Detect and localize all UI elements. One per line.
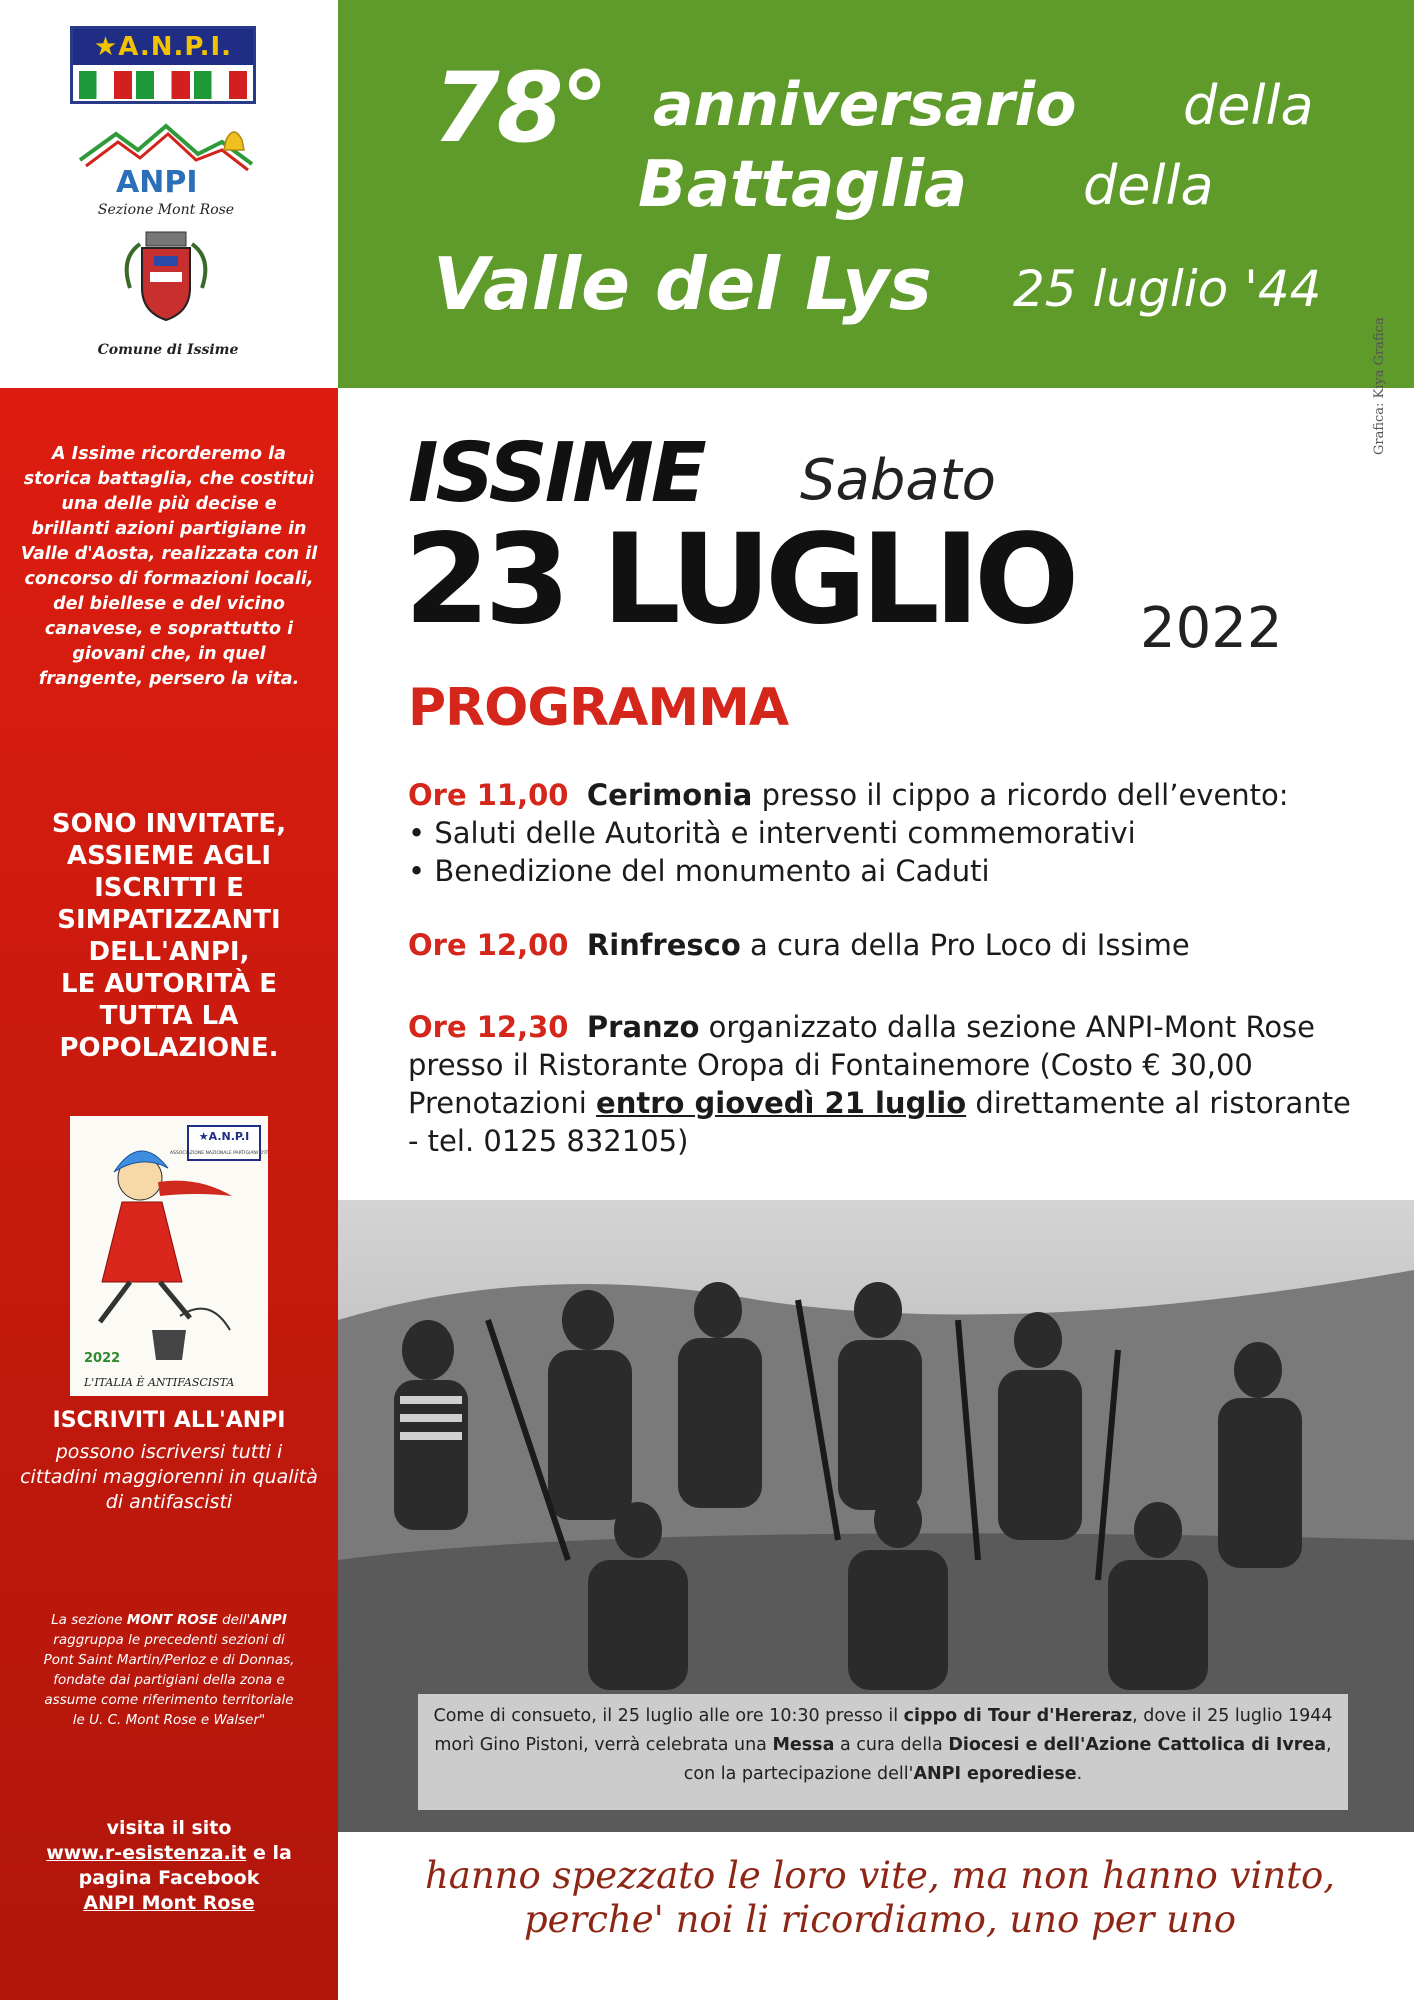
anniversary-number: 78° bbox=[433, 52, 606, 164]
quote-line: perche' noi li ricordiamo, uno per uno bbox=[523, 1898, 1237, 1941]
mass-text: , con la partecipazione dell' bbox=[683, 1735, 1332, 1784]
booking-deadline: entro giovedì 21 luglio bbox=[596, 1086, 967, 1120]
anniversary-word: anniversario bbox=[653, 70, 1077, 140]
della-word-1: della bbox=[1183, 74, 1314, 137]
card-logo-text: ★A.N.P.I bbox=[198, 1130, 250, 1143]
iscriviti-title: ISCRIVITI ALL'ANPI bbox=[52, 1408, 286, 1433]
anniversary-header bbox=[338, 0, 1414, 388]
mass-bold: ANPI eporediese bbox=[913, 1764, 1077, 1784]
anpi-flag-stripes bbox=[79, 71, 247, 99]
mass-text: . bbox=[1076, 1764, 1083, 1784]
card-logo-subtitle: ASSOCIAZIONE NAZIONALE PARTIGIANI D'ITALIA bbox=[170, 1151, 268, 1156]
invite-line: ASSIEME AGLI bbox=[66, 841, 272, 871]
card-year: 2022 bbox=[84, 1351, 121, 1366]
quote-line: hanno spezzato le loro vite, ma non hanno vinto, bbox=[424, 1854, 1336, 1897]
program-item-lunch bbox=[408, 1008, 1358, 1160]
mass-bold: cippo di Tour d'Hereraz bbox=[903, 1706, 1133, 1726]
mass-bold: Messa bbox=[772, 1735, 835, 1755]
invite-line: LE AUTORITÀ E bbox=[61, 969, 277, 999]
membership-card bbox=[70, 1116, 268, 1396]
program-time: Ore 12,00 bbox=[408, 928, 569, 962]
partisans-photo bbox=[338, 1200, 1414, 1832]
note-text: La sezione bbox=[51, 1612, 127, 1628]
logos-panel bbox=[0, 0, 338, 388]
facebook-page-link[interactable]: ANPI Mont Rose bbox=[83, 1892, 255, 1914]
iscriviti-text: possono iscriversi tutti i cittadini maggiorenni in qualità di antifascisti bbox=[20, 1441, 318, 1513]
mountain-icon bbox=[76, 120, 256, 220]
valle-del-lys: Valle del Lys bbox=[433, 242, 932, 326]
antifascist-girl-illustration bbox=[70, 1116, 268, 1396]
event-place: ISSIME bbox=[408, 426, 704, 521]
anpi-mont-rose-logo bbox=[76, 120, 256, 220]
event-date: 23 LUGLIO bbox=[404, 508, 1074, 652]
graphics-credit: Grafica: Kiya Grafica bbox=[1372, 317, 1387, 455]
note-text: raggruppa le precedenti sezioni di Pont Saint Martin/Perloz e di Donnas, fondate dai partigiani della zona e assume come riferimento territoriale le U. C. Mont Rose e Walser" bbox=[43, 1632, 295, 1728]
mass-text: , dove il 25 luglio 1944 morì Gino Pistoni, verrà celebrata una bbox=[434, 1706, 1333, 1755]
invite-line: TUTTA LA bbox=[99, 1001, 239, 1031]
note-bold: ANPI bbox=[250, 1612, 287, 1628]
invite-line: ISCRITTI E bbox=[94, 873, 244, 903]
anpi-logo bbox=[70, 26, 256, 104]
intro-text: A Issime ricorderemo la storica battaglia, che costituì una delle più decise e brillanti azioni partigiane in Valle d'Aosta, realizzata con il concorso di formazioni locali, del biellese e del vicino canavese, e soprattutto i giovani che, in quel frangente, persero la vita. bbox=[20, 444, 318, 689]
mass-text: a cura della bbox=[834, 1735, 949, 1755]
crest-icon bbox=[120, 228, 212, 332]
program-title: Pranzo bbox=[586, 1010, 700, 1044]
invite-line: SONO INVITATE, bbox=[51, 809, 287, 839]
visit-text: visita il sito bbox=[106, 1817, 232, 1839]
program-text: direttamente al ristorante - tel. 0125 832105) bbox=[408, 1086, 1351, 1158]
program-time: Ore 12,30 bbox=[408, 1010, 569, 1044]
visit-block bbox=[16, 1816, 322, 1916]
memorial-quote bbox=[360, 1854, 1400, 1942]
invite-line: POPOLAZIONE. bbox=[59, 1033, 279, 1063]
program-bullet: Saluti delle Autorità e interventi commemorativi bbox=[434, 816, 1136, 850]
program-text: a cura della Pro Loco di Issime bbox=[740, 928, 1190, 962]
mont-rose-subtitle: Sezione Mont Rose bbox=[97, 202, 235, 218]
issime-crest bbox=[120, 228, 212, 332]
anpi-logo-text: ★A.N.P.I. bbox=[73, 29, 253, 65]
programma-title: PROGRAMMA bbox=[408, 678, 789, 738]
mass-bold: Diocesi e dell'Azione Cattolica di Ivrea bbox=[948, 1735, 1327, 1755]
battle-date: 25 luglio '44 bbox=[1013, 260, 1322, 318]
visit-text-2: e la pagina Facebook bbox=[78, 1842, 292, 1889]
note-text: dell' bbox=[217, 1612, 251, 1628]
invite-line: DELL'ANPI, bbox=[88, 937, 250, 967]
program-item-ceremony: Ore 11,00 Cerimonia presso il cippo a ricordo dell’evento: • Saluti delle Autorità e interventi commemorativi • Benedizione del monumento ai Caduti bbox=[408, 778, 1289, 888]
program-text: presso il cippo a ricordo dell’evento: bbox=[752, 778, 1289, 812]
della-word-2: della bbox=[1083, 154, 1214, 217]
mass-notice bbox=[418, 1694, 1348, 1810]
invitation-block bbox=[16, 808, 322, 1064]
program-bullet: Benedizione del monumento ai Caduti bbox=[434, 854, 990, 888]
card-caption: L'ITALIA È ANTIFASCISTA bbox=[84, 1376, 235, 1389]
mass-text: Come di consueto, il 25 luglio alle ore 10:30 presso il bbox=[433, 1706, 904, 1726]
program-item-refreshment bbox=[408, 926, 1358, 964]
program-title: Rinfresco bbox=[586, 928, 741, 962]
mont-rose-brand: ANPI bbox=[116, 165, 198, 200]
invite-line: SIMPATIZZANTI bbox=[57, 905, 281, 935]
event-weekday: Sabato bbox=[800, 448, 996, 513]
program-title: Cerimonia bbox=[586, 778, 753, 812]
sidebar bbox=[0, 388, 338, 2000]
event-year: 2022 bbox=[1140, 596, 1283, 661]
website-link[interactable]: www.r-esistenza.it bbox=[46, 1842, 247, 1864]
battaglia-word: Battaglia bbox=[638, 148, 968, 222]
comune-label: Comune di Issime bbox=[97, 342, 239, 358]
program-time: Ore 11,00 bbox=[408, 778, 569, 812]
mont-rose-note bbox=[40, 1610, 298, 1730]
note-bold: MONT ROSE bbox=[126, 1612, 218, 1628]
program-text: organizzato dalla sezione ANPI-Mont Rose presso il Ristorante Oropa di Fontainemore (Costo € 30,00 Prenotazioni bbox=[408, 1010, 1316, 1120]
